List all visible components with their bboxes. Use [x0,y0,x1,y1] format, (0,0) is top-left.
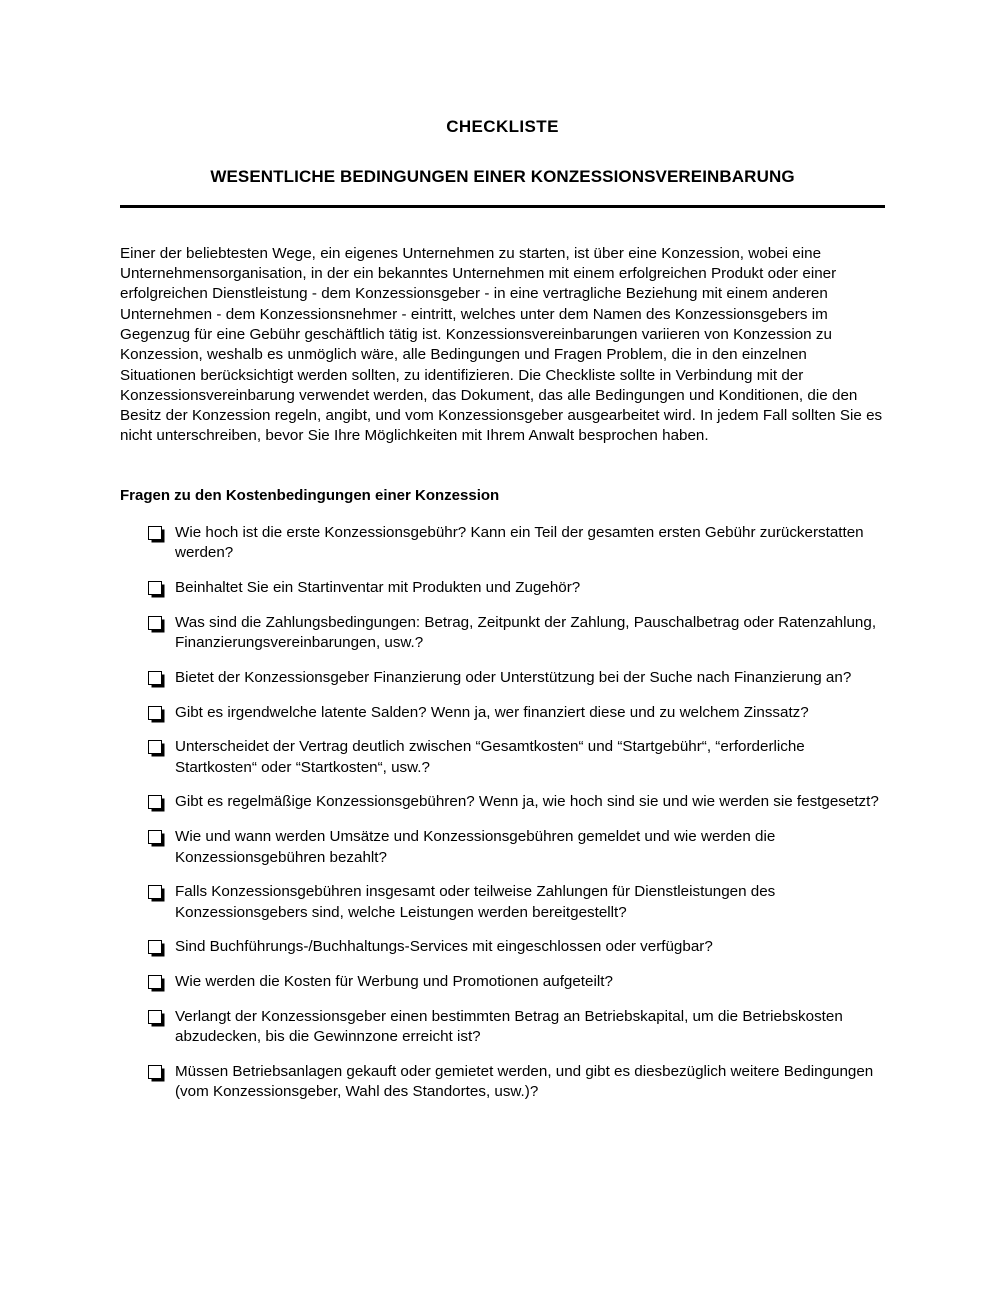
checklist-item-label: Verlangt der Konzessionsgeber einen bestimmten Betrag an Betriebskapital, um die Betriebskosten abzudecken, bis die Gewinnzone erreicht ist? [175,1008,843,1046]
checkbox-empty-shadow-icon[interactable] [148,526,162,540]
checklist-item[interactable] [120,613,885,654]
checklist [120,506,885,1103]
checkbox-empty-shadow-icon[interactable] [148,616,162,630]
checkbox-empty-shadow-icon[interactable] [148,740,162,754]
checklist-item[interactable] [120,523,885,564]
checklist-item[interactable] [120,792,885,812]
checklist-item[interactable] [120,972,885,992]
checkbox-empty-shadow-icon[interactable] [148,975,162,989]
checkbox-empty-shadow-icon[interactable] [148,885,162,899]
checkbox-empty-shadow-icon[interactable] [148,795,162,809]
checkbox-empty-shadow-icon[interactable] [148,940,162,954]
checklist-item[interactable] [120,578,885,598]
checkbox-empty-shadow-icon[interactable] [148,706,162,720]
document-subtitle: WESENTLICHE BEDINGUNGEN EINER KONZESSIONSVEREINBARUNG [210,167,795,187]
checklist-item-label: Gibt es irgendwelche latente Salden? Wenn ja, wer finanziert diese und zu welchem Zinssatz? [175,703,809,721]
checklist-item[interactable] [120,937,885,957]
checklist-item-label: Was sind die Zahlungsbedingungen: Betrag, Zeitpunkt der Zahlung, Pauschalbetrag oder Ratenzahlung, Finanzierungsvereinbarungen, usw.? [175,613,877,651]
checkbox-empty-shadow-icon[interactable] [148,581,162,595]
checklist-item[interactable] [120,737,885,778]
checklist-item[interactable] [120,1007,885,1048]
checklist-item-label: Wie werden die Kosten für Werbung und Promotionen aufgeteilt? [175,973,613,991]
checklist-item[interactable] [120,703,885,723]
checklist-item[interactable] [120,827,885,868]
checklist-item-label: Wie hoch ist die erste Konzessionsgebühr? Kann ein Teil der gesamten ersten Gebühr zurückerstatten werden? [175,523,864,562]
section-heading-cost-conditions: Fragen zu den Kostenbedingungen einer Konzession [120,486,500,504]
checklist-item-label: Gibt es regelmäßige Konzessionsgebühren? Wenn ja, wie hoch sind sie und wie werden sie festgesetzt? [175,793,879,811]
checkbox-empty-shadow-icon[interactable] [148,671,162,685]
document-title: CHECKLISTE [446,117,559,136]
checklist-item-label: Wie und wann werden Umsätze und Konzessionsgebühren gemeldet und wie werden die Konzessionsgebühren bezahlt? [175,828,776,866]
checkbox-empty-shadow-icon[interactable] [148,830,162,844]
checklist-item[interactable] [120,1062,885,1103]
checklist-item-label: Falls Konzessionsgebühren insgesamt oder teilweise Zahlungen für Dienstleistungen des Konzessionsgebers sind, welche Leistungen werden bereitgestellt? [175,883,776,921]
checklist-item[interactable] [120,668,885,688]
checklist-item-label: Sind Buchführungs-/Buchhaltungs-Services mit eingeschlossen oder verfügbar? [175,938,713,956]
checklist-item[interactable] [120,882,885,923]
checklist-item-label: Beinhaltet Sie ein Startinventar mit Produkten und Zugehör? [175,578,581,596]
checklist-item-label: Müssen Betriebsanlagen gekauft oder gemietet werden, und gibt es diesbezüglich weitere Bedingungen (vom Konzessionsgeber, Wahl des Standortes, usw.)? [175,1063,874,1101]
intro-paragraph: Einer der beliebtesten Wege, ein eigenes Unternehmen zu starten, ist über eine Konzession, wobei eine Unternehmensorganisation, in der ein bekanntes Unternehmen mit einem erfolgreichen Produkt oder einer erfolgreichen Dienstleistung - dem Konzessionsgeber - in eine vertragliche Beziehung mit einem anderen Unternehmen - dem Konzessionsnehmer - eintritt, welches unter dem Namen des Konzessionsgebers im Gegenzug für eine Gebühr geschäftlich tätig ist. Konzessionsvereinbarungen variieren von Konzession zu Konzession, weshalb es unmöglich wäre, alle Bedingungen und Fragen Problem, die in den einzelnen Situationen berücksichtigt werden sollten, zu identifizieren. Die Checkliste sollte in Verbindung mit der Konzessionsvereinbarung verwendet werden, das Dokument, das alle Bedingungen und Konditionen, die den Besitz der Konzession regeln, angibt, und vom Konzessionsgeber ausgearbeitet wird. In jedem Fall sollten Sie es nicht unterschreiben, bevor Sie Ihre Möglichkeiten mit Ihrem Anwalt besprochen haben. [120,244,883,445]
checklist-item-label: Bietet der Konzessionsgeber Finanzierung oder Unterstützung bei der Suche nach Finanzierung an? [175,668,852,686]
checklist-item-label: Unterscheidet der Vertrag deutlich zwischen “Gesamtkosten“ und “Startgebühr“, “erforderliche Startkosten“ oder “Startkosten“, usw.? [175,738,805,776]
document-content [120,0,885,1117]
checkbox-empty-shadow-icon[interactable] [148,1010,162,1024]
checkbox-empty-shadow-icon[interactable] [148,1065,162,1079]
